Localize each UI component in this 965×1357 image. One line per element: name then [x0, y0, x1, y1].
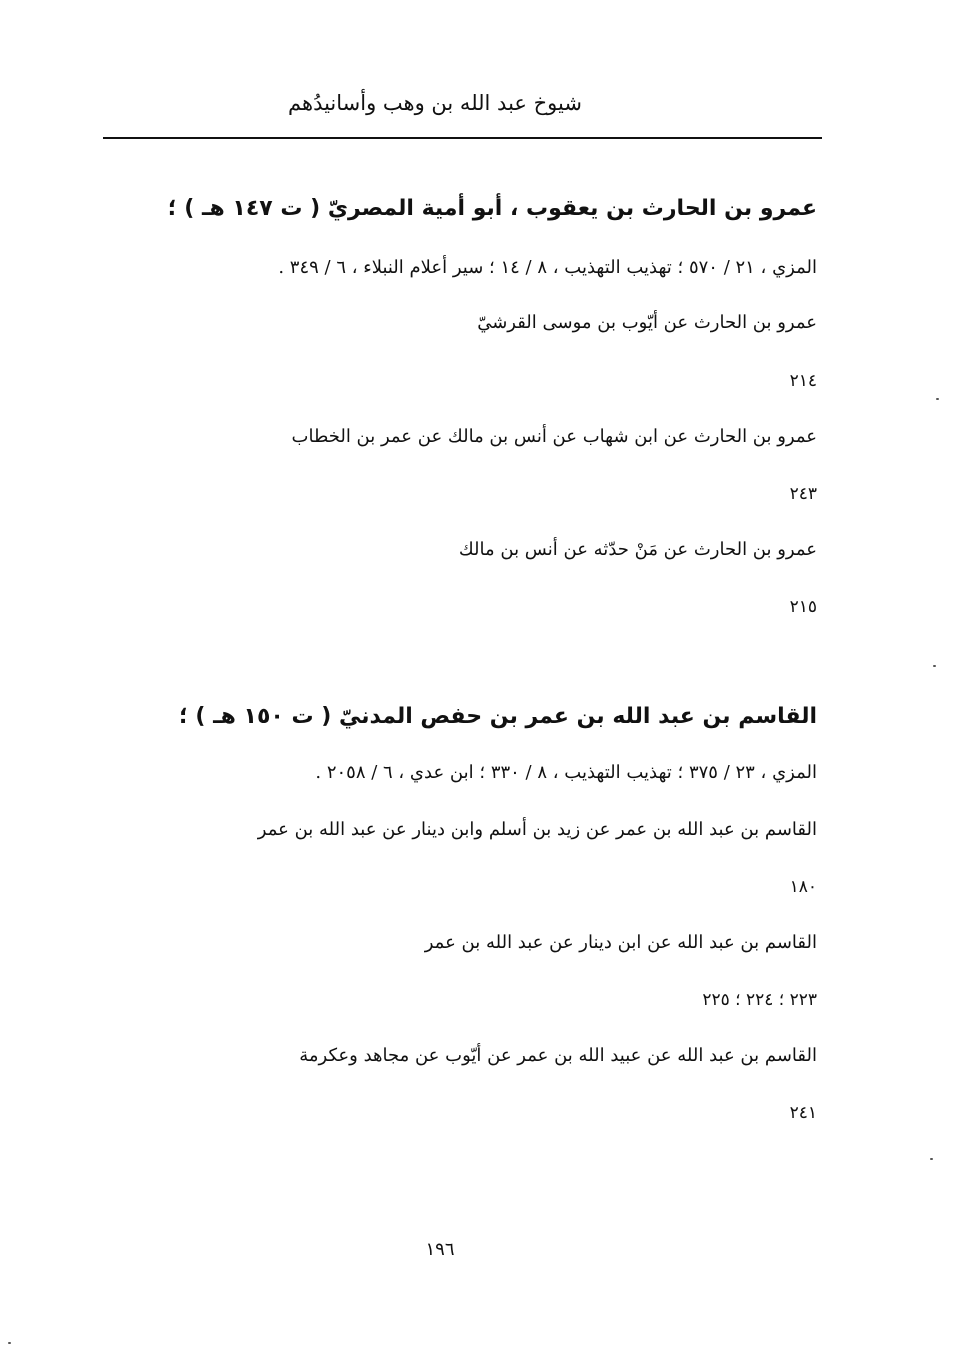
- entry-sources: المزي ، ٢٣ / ٣٧٥ ؛ تهذيب التهذيب ، ٨ / ٣٣٠ ؛ ابن عدي ، ٦ / ٢٠٥٨ .: [315, 762, 817, 783]
- isnad-chain: القاسم بن عبد الله عن ابن دينار عن عبد الله بن عمر: [424, 932, 817, 953]
- scan-speck: [8, 1342, 11, 1344]
- isnad-chain: عمرو بن الحارث عن مَنْ حدّثه عن أنس بن مالك: [458, 539, 817, 560]
- scan-speck: [936, 398, 939, 400]
- entry-heading: عمرو بن الحارث بن يعقوب ، أبو أمية المصريّ ( ت ١٤٧ هـ ) ؛: [167, 196, 817, 221]
- header-rule: [103, 137, 822, 139]
- running-head: شيوخ عبد الله بن وهب وأسانيدُهم: [288, 91, 582, 115]
- isnad-chain: القاسم بن عبد الله عن عبيد الله بن عمر عن أيّوب عن مجاهد وعكرمة: [299, 1045, 817, 1066]
- isnad-reference-numbers: ١٨٠: [789, 877, 817, 897]
- isnad-chain: عمرو بن الحارث عن ابن شهاب عن أنس بن مالك عن عمر بن الخطاب: [291, 426, 817, 447]
- entry-heading: القاسم بن عبد الله بن عمر بن حفص المدنيّ ( ت ١٥٠ هـ ) ؛: [178, 704, 817, 729]
- entry-sources: المزي ، ٢١ / ٥٧٠ ؛ تهذيب التهذيب ، ٨ / ١٤ ؛ سير أعلام النبلاء ، ٦ / ٣٤٩ .: [278, 257, 817, 278]
- isnad-reference-numbers: ٢٤١: [789, 1103, 817, 1123]
- scan-speck: [933, 665, 936, 667]
- isnad-chain: عمرو بن الحارث عن أيّوب بن موسى القرشيّ: [477, 312, 817, 333]
- isnad-reference-numbers: ٢١٤: [789, 371, 817, 391]
- isnad-reference-numbers: ٢١٥: [789, 597, 817, 617]
- scan-speck: [930, 1158, 933, 1160]
- page-number: ١٩٦: [425, 1239, 455, 1260]
- isnad-reference-numbers: ٢٤٣: [789, 484, 817, 504]
- isnad-reference-numbers: ٢٢٣ ؛ ٢٢٤ ؛ ٢٢٥: [702, 990, 817, 1010]
- isnad-chain: القاسم بن عبد الله بن عمر عن زيد بن أسلم وابن دينار عن عبد الله بن عمر: [257, 819, 817, 840]
